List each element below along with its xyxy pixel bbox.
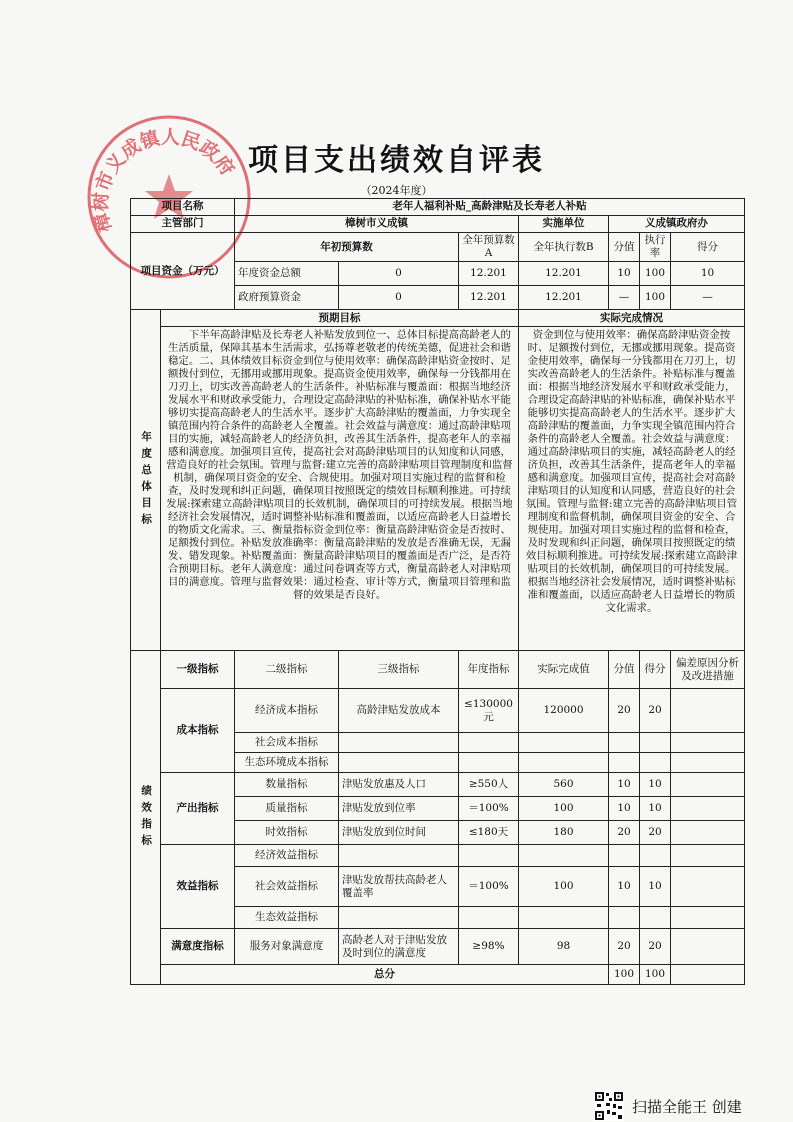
annual-total-score: 10 <box>671 262 745 286</box>
gov-budget-score: — <box>671 286 745 310</box>
index-cell: ≥550人 <box>459 773 519 797</box>
deviation-cell <box>671 797 745 821</box>
index-cell: ＝100% <box>459 867 519 907</box>
l3-cell: 津贴发放到位时间 <box>339 821 459 845</box>
table-row <box>131 773 745 797</box>
actual-completion-text: 资金到位与使用效率：确保高龄津贴资金按时、足额拨付到位，无挪或挪用现象。提高资金使用效率，确保每一分钱都用在刀刃上，切实改善高龄老人的生活条件。补贴标准与覆盖面：根据当地经济发展水平和财政承受能力，合理设定高龄津贴的补贴标准，确保补贴水平能够切实提高高龄老人的生活水平。逐步扩大高龄津贴的覆盖面，力争实现全镇范围内符合条件的高龄老人全覆盖。社会效益与满意度：通过高龄津贴项目的实施，减轻高龄老人的经济负担，改善其生活条件，提高老年人的幸福感和满意度。加强项目宣传，提高社会对高龄津贴项目的认知度和认同感，营造良好的社会氛围。管理与监督:建立完善的高龄津贴项目管理制度和监督机制，确保项目资金的安全、合规使用。加强对项目实施过程的监督和检查，及时发现和纠正问题，确保项目按照既定的绩效目标顺利推进。可持续发展:探索建立高龄津贴项目的长效机制，确保项目的可持续发展。根据当地经济社会发展情况，适时调整补贴标准和覆盖面，以适应高龄老人日益增长的物质文化需求。 <box>519 327 745 651</box>
value-cell <box>519 845 609 867</box>
gov-budget-initial: 0 <box>339 286 459 310</box>
group-benefit: 效益指标 <box>161 845 235 929</box>
dept-label: 主管部门 <box>131 216 235 233</box>
total-score: 100 <box>640 965 671 985</box>
table-row <box>131 689 745 733</box>
score-cell: 20 <box>640 689 671 733</box>
lvl3-header: 三级指标 <box>339 651 459 689</box>
value-cell <box>519 733 609 753</box>
col-full-budget: 全年预算数A <box>459 233 519 262</box>
value-cell: 120000 <box>519 689 609 733</box>
row-total <box>131 965 745 985</box>
value-cell: 100 <box>519 867 609 907</box>
weight-cell <box>609 907 640 929</box>
value-cell: 100 <box>519 797 609 821</box>
deviation-cell <box>671 753 745 773</box>
l3-cell: 高龄老人对于津贴发放及时到位的满意度 <box>339 929 459 965</box>
weight-cell <box>609 733 640 753</box>
deviation-cell <box>671 845 745 867</box>
value-cell: 180 <box>519 821 609 845</box>
weight-cell: 10 <box>609 867 640 907</box>
score-cell <box>640 733 671 753</box>
dept-value: 樟树市义成镇 <box>235 216 519 233</box>
deviation-cell <box>671 929 745 965</box>
row-dept <box>131 216 745 233</box>
l2-cell: 经济效益指标 <box>235 845 339 867</box>
weight-cell <box>609 753 640 773</box>
score-cell: 20 <box>640 821 671 845</box>
funds-label: 项目资金（万元） <box>131 233 235 310</box>
l2-cell: 时效指标 <box>235 821 339 845</box>
value-cell: 560 <box>519 773 609 797</box>
score-cell: 10 <box>640 797 671 821</box>
l2-cell: 经济成本指标 <box>235 689 339 733</box>
annual-total-rate: 100 <box>640 262 671 286</box>
col-score-weight: 分值 <box>609 233 640 262</box>
report-year: （2024年度） <box>360 184 433 197</box>
row-goals-body <box>131 327 745 651</box>
l2-cell: 数量指标 <box>235 773 339 797</box>
annual-index-header: 年度指标 <box>459 651 519 689</box>
row-indicator-header <box>131 651 745 689</box>
impl-unit-label: 实施单位 <box>519 216 609 233</box>
goals-side-label: 年度总体目标 <box>131 310 161 651</box>
total-label: 总分 <box>161 965 609 985</box>
total-weight: 100 <box>609 965 640 985</box>
score-cell <box>640 845 671 867</box>
l2-cell: 服务对象满意度 <box>235 929 339 965</box>
row-project-name <box>131 199 745 216</box>
total-deviation <box>671 965 745 985</box>
score-header: 得分 <box>640 651 671 689</box>
actual-value-header: 实际完成值 <box>519 651 609 689</box>
col-score: 得分 <box>671 233 745 262</box>
actual-completion-header: 实际完成情况 <box>519 310 745 327</box>
table-row <box>131 845 745 867</box>
deviation-cell <box>671 773 745 797</box>
gov-budget-full: 12.201 <box>459 286 519 310</box>
gov-budget-label: 政府预算资金 <box>235 286 339 310</box>
lvl1-header: 一级指标 <box>161 651 235 689</box>
index-cell: ≥98% <box>459 929 519 965</box>
score-cell: 10 <box>640 867 671 907</box>
gov-budget-exec: 12.201 <box>519 286 609 310</box>
annual-total-full: 12.201 <box>459 262 519 286</box>
group-satisfaction: 满意度指标 <box>161 929 235 965</box>
l2-cell: 质量指标 <box>235 797 339 821</box>
l3-cell <box>339 733 459 753</box>
perf-side-label: 绩效指标 <box>131 651 161 985</box>
score-cell <box>640 753 671 773</box>
weight-cell: 20 <box>609 929 640 965</box>
l3-cell: 津贴发放帮扶高龄老人覆盖率 <box>339 867 459 907</box>
deviation-cell <box>671 733 745 753</box>
annual-total-initial: 0 <box>339 262 459 286</box>
l3-cell <box>339 753 459 773</box>
evaluation-table <box>130 198 745 985</box>
expected-goal-header: 预期目标 <box>161 310 519 327</box>
deviation-cell <box>671 689 745 733</box>
index-cell <box>459 753 519 773</box>
l2-cell: 社会成本指标 <box>235 733 339 753</box>
index-cell <box>459 733 519 753</box>
footer-text: 扫描全能王 创建 <box>632 1097 742 1116</box>
annual-total-exec: 12.201 <box>519 262 609 286</box>
l2-cell: 生态效益指标 <box>235 907 339 929</box>
col-annual-budget: 年初预算数 <box>235 233 459 262</box>
annual-total-label: 年度资金总额 <box>235 262 339 286</box>
l3-cell <box>339 907 459 929</box>
value-cell: 98 <box>519 929 609 965</box>
weight-cell: 10 <box>609 797 640 821</box>
l2-cell: 生态环境成本指标 <box>235 753 339 773</box>
row-goals-header <box>131 310 745 327</box>
col-exec-rate: 执行率 <box>640 233 671 262</box>
l2-cell: 社会效益指标 <box>235 867 339 907</box>
weight-header: 分值 <box>609 651 640 689</box>
project-name-label: 项目名称 <box>131 199 235 216</box>
expected-goal-text: 下半年高龄津贴及长寿老人补贴发放到位一、总体目标提高高龄老人的生活质量，保障其基本生活需求，弘扬尊老敬老的传统美德，促进社会和谐稳定。二、具体绩效目标资金到位与使用效率：确保高龄津贴资金按时、足额拨付到位，无挪用或挪用现象。提高资金使用效率，确保每一分钱都用在刀刃上，切实改善高龄老人的生活条件。补贴标准与覆盖面：根据当地经济发展水平和财政承受能力，合理设定高龄津贴的补贴标准，确保补贴水平能够切实提高高龄老人的生活水平。逐步扩大高龄津贴的覆盖面，力争实现全镇范围内符合条件的高龄老人全覆盖。社会效益与满意度：通过高龄津贴项目的实施，减轻高龄老人的经济负担，改善其生活条件，提高老年人的幸福感和满意度。加强项目宣传，提高社会对高龄津贴项目的认知度和认同感，营造良好的社会氛围。管理与监督:建立完善的高龄津贴项目管理制度和监督机制，确保项目资金的安全、合规使用。加强对项目实施过程的监督和检查，及时发现和纠正问题，确保项目按照既定的绩效目标顺利推进。可持续发展:探索建立高龄津贴项目的长效机制，确保项目的可持续发展。根据当地经济社会发展情况，适时调整补贴标准和覆盖面，以适应高龄老人日益增长的物质文化需求。三、衡量指标资金到位率：衡量高龄津贴资金是否按时、足额拨付到位。补贴发放准确率：衡量高龄津贴的发放是否准确无误，无漏发、错发现象。补贴覆盖面：衡量高龄津贴项目的覆盖面是否广泛，是否符合预期目标。老年人满意度：通过问卷调查等方式，衡量高龄老人对津贴项目的满意度。管理与监督效果：通过检查、审计等方式，衡量项目管理和监督的效果是否良好。 <box>161 327 519 651</box>
index-cell <box>459 845 519 867</box>
index-cell: ＝100% <box>459 797 519 821</box>
value-cell <box>519 907 609 929</box>
score-cell: 10 <box>640 773 671 797</box>
group-output: 产出指标 <box>161 773 235 845</box>
l3-cell <box>339 845 459 867</box>
col-full-exec: 全年执行数B <box>519 233 609 262</box>
weight-cell: 10 <box>609 773 640 797</box>
value-cell <box>519 753 609 773</box>
scanner-watermark <box>594 1091 742 1121</box>
weight-cell <box>609 845 640 867</box>
index-cell <box>459 907 519 929</box>
impl-unit-value: 义成镇政府办 <box>609 216 745 233</box>
annual-total-weight: 10 <box>609 262 640 286</box>
weight-cell: 20 <box>609 689 640 733</box>
deviation-header: 偏差原因分析及改进措施 <box>671 651 745 689</box>
l3-cell: 津贴发放惠及人口 <box>339 773 459 797</box>
deviation-cell <box>671 821 745 845</box>
row-funds-header <box>131 233 745 262</box>
index-cell: ≤130000元 <box>459 689 519 733</box>
index-cell: ≤180天 <box>459 821 519 845</box>
lvl2-header: 二级指标 <box>235 651 339 689</box>
deviation-cell <box>671 867 745 907</box>
l3-cell: 高龄津贴发放成本 <box>339 689 459 733</box>
gov-budget-rate: 100 <box>640 286 671 310</box>
group-cost: 成本指标 <box>161 689 235 773</box>
qr-code-icon <box>594 1091 624 1121</box>
gov-budget-weight: — <box>609 286 640 310</box>
table-row <box>131 929 745 965</box>
project-name-value: 老年人福利补贴_高龄津贴及长寿老人补贴 <box>235 199 745 216</box>
svg-text:樟树市义成镇人民政府: 樟树市义成镇人民政府 <box>89 126 239 235</box>
page-title: 项目支出绩效自评表 <box>248 143 545 178</box>
score-cell <box>640 907 671 929</box>
deviation-cell <box>671 907 745 929</box>
l3-cell: 津贴发放到位率 <box>339 797 459 821</box>
weight-cell: 20 <box>609 821 640 845</box>
score-cell: 20 <box>640 929 671 965</box>
